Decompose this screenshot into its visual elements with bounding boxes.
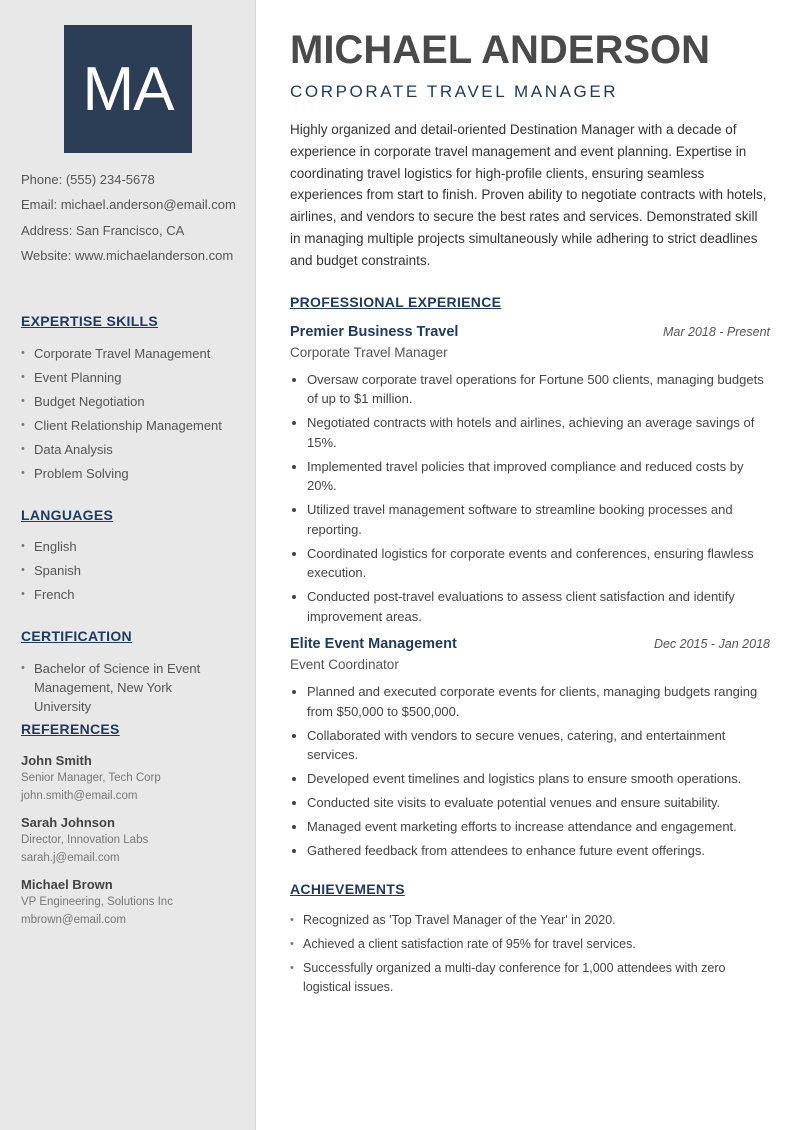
reference-role: Director, Innovation Labs [21,834,149,846]
skills-list [21,344,222,488]
reference [21,752,173,805]
job-dates: Mar 2018 - Present [663,324,770,339]
candidate-name: MICHAEL ANDERSON [290,28,711,72]
job-bullet: • Managed event marketing efforts to increase attendance and engagement. [307,817,770,837]
achievements-heading: ACHIEVEMENTS [290,880,405,897]
achievement-item: • Recognized as 'Top Travel Manager of the Year' in 2020. [290,911,770,930]
job-bullet: • Implemented travel policies that improved compliance and reduced costs by 20%. [307,457,770,496]
language-item: • Spanish [21,561,81,580]
job-bullet: • Developed event timelines and logistics plans to ensure smooth operations. [307,769,770,789]
summary: Highly organized and detail-oriented Destination Manager with a decade of experience in corporate travel management and event planning. Expertise in coordinating travel logistics for high-profile clients, ensuring seamless experiences from start to finish. Proven ability to negotiate contracts with hotels, airlines, and vendors to secure the best rates and services. Demonstrated skill in managing multiple projects simultaneously while adhering to strict deadlines and budget constraints. [290,122,767,268]
skill-item: • Problem Solving [21,464,222,483]
reference-name: John Smith [21,753,92,768]
reference-name: Michael Brown [21,877,113,892]
phone: Phone: (555) 234-5678 [21,172,155,187]
skill-item: • Data Analysis [21,440,222,459]
skill-item: • Client Relationship Management [21,416,222,435]
job-title: CORPORATE TRAVEL MANAGER [290,82,619,101]
company: Elite Event Management [290,636,457,653]
reference-email: mbrown@email.com [21,913,126,926]
reference-email: sarah.j@email.com [21,851,120,864]
achievement-item: • Successfully organized a multi-day conference for 1,000 attendees with zero logistical issues. [290,959,770,997]
job-bullet: • Coordinated logistics for corporate events and conferences, ensuring flawless execution. [307,544,770,583]
job-entry [290,636,770,861]
languages-list [21,537,81,609]
references-heading: REFERENCES [21,721,120,737]
job-bullet: • Conducted site visits to evaluate potential venues and ensure suitability. [307,793,770,813]
website: Website: www.michaelanderson.com [21,247,234,263]
job-bullet: • Conducted post-travel evaluations to assess client satisfaction and identify improvement areas. [307,587,770,626]
reference-role: VP Engineering, Solutions Inc [21,896,173,908]
job-entry [290,324,770,627]
experience-heading: PROFESSIONAL EXPERIENCE [290,293,502,310]
job-role: Corporate Travel Manager [290,344,448,360]
job-role: Event Coordinator [290,657,399,673]
skills-heading: EXPERTISE SKILLS [21,313,159,329]
company: Premier Business Travel [290,323,459,340]
certification-list [21,659,221,721]
job-bullet: • Collaborated with vendors to secure venues, catering, and entertainment services. [307,726,770,765]
skill-item: • Corporate Travel Management [21,344,222,363]
initials-logo: MA [64,25,192,153]
job-bullets [290,682,770,861]
skill-item: • Event Planning [21,368,222,387]
certification-heading: CERTIFICATION [21,628,132,644]
address: Address: San Francisco, CA [21,222,185,238]
skill-item: • Budget Negotiation [21,392,222,411]
job-bullet: • Gathered feedback from attendees to enhance future event offerings. [307,841,770,861]
language-item: • English [21,537,81,556]
email: Email: michael.anderson@email.com [21,197,236,213]
job-bullets [290,370,770,627]
languages-heading: LANGUAGES [21,507,114,523]
achievement-item: • Achieved a client satisfaction rate of 95% for travel services. [290,935,770,954]
certification-item: • Bachelor of Science in Event Management, New York University [21,659,221,716]
job-bullet: • Negotiated contracts with hotels and airlines, achieving an average savings of 15%. [307,413,770,452]
job-bullet: • Utilized travel management software to streamline booking processes and reporting. [307,500,770,539]
achievements-list [290,911,770,997]
references-list [21,752,173,938]
reference-name: Sarah Johnson [21,815,115,830]
sidebar [0,0,256,1130]
main-content [290,27,770,1002]
job-bullet: • Oversaw corporate travel operations for Fortune 500 clients, managing budgets of up to $1 million. [307,370,770,409]
language-item: • French [21,585,81,604]
contact-info [21,172,236,273]
reference-email: john.smith@email.com [21,789,138,802]
job-dates: Dec 2015 - Jan 2018 [653,637,770,652]
reference [21,814,173,867]
reference-role: Senior Manager, Tech Corp [21,772,161,784]
reference [21,876,173,929]
job-bullet: • Planned and executed corporate events for clients, managing budgets ranging from $50,000 to $500,000. [307,682,770,721]
